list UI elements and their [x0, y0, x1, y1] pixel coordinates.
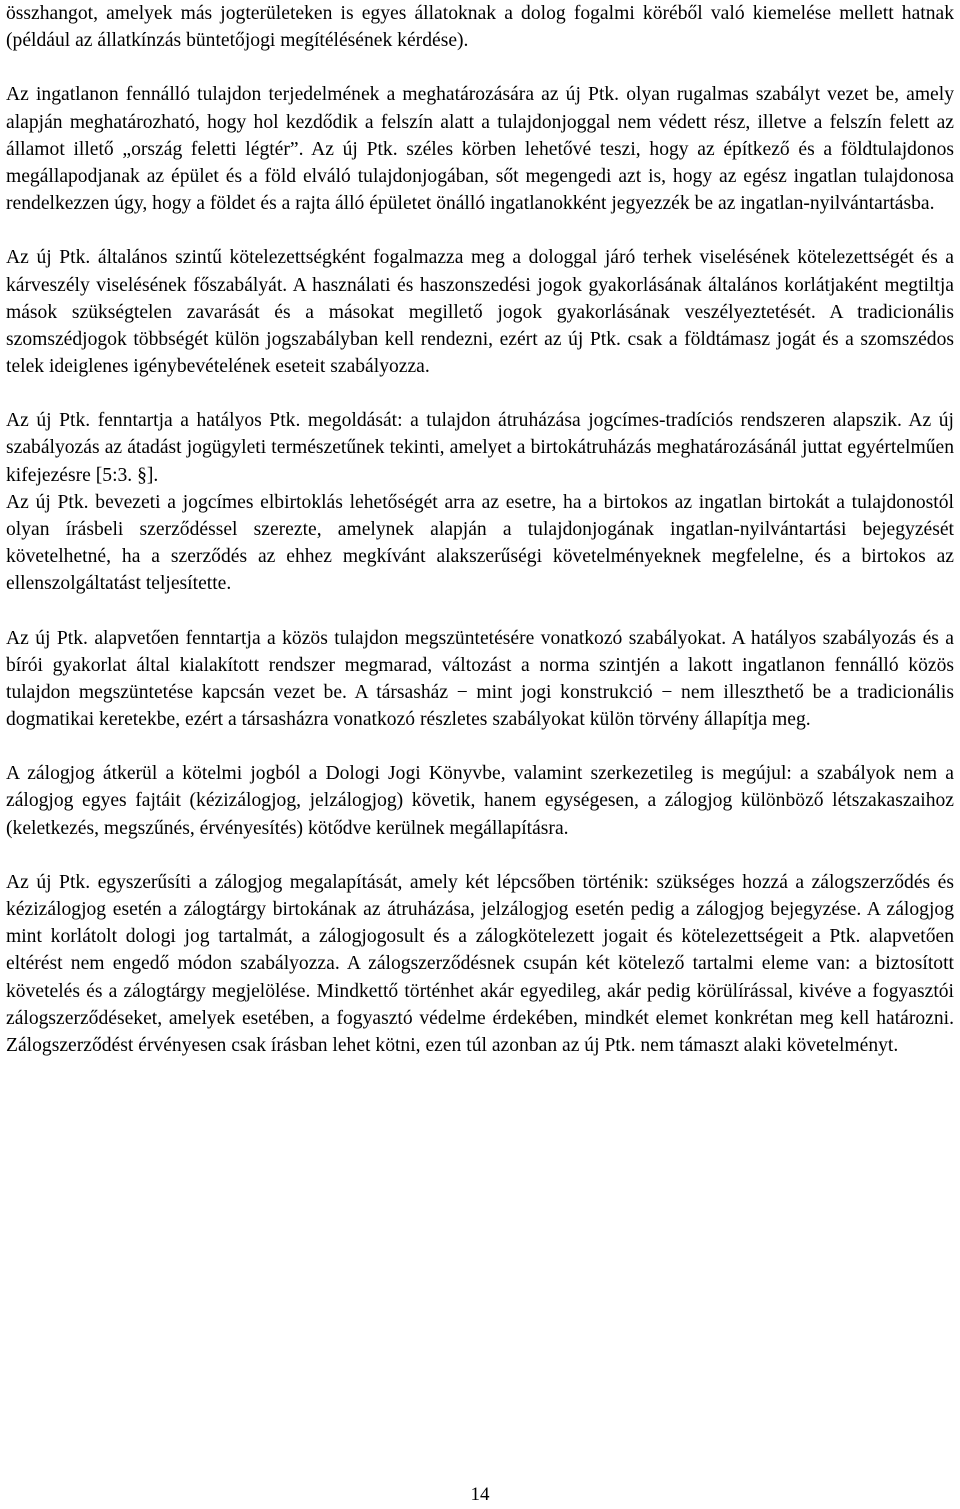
page-number: 14: [470, 1484, 490, 1505]
paragraph-4: Az új Ptk. fenntartja a hatályos Ptk. megoldását: a tulajdon átruházása jogcímes-tradíciós rendszeren alapszik. Az új szabályozás az átadást jogügyleti természetűnek tekinti, amelyet a birtokátruházás meghatározásánál juttat egyértelműen kifejezésre [5:3. §].: [6, 410, 954, 486]
paragraph-3: Az új Ptk. általános szintű kötelezettségként fogalmazza meg a dologgal járó terhek viselésének kötelezettségét és a kárveszély viselésének főszabályát. A használati és haszonszedési jogok gyakorlásának általános korlátjaként megtiltja mások szükségtelen zavarását és a másokat megillető jogok gyakorlásának veszélyeztetését. A tradicionális szomszédjogok többségét külön jogszabályban kell rendezni, ezért az új Ptk. csak a földtámasz jogát és a szomszédos telek ideiglenes igénybevételének eseteit szabályozza.: [6, 247, 954, 377]
paragraph-spacer: [6, 380, 954, 407]
paragraph-spacer: [6, 217, 954, 244]
paragraph-spacer: [6, 842, 954, 869]
paragraph-2: Az ingatlanon fennálló tulajdon terjedelmének a meghatározására az új Ptk. olyan rugalmas szabályt vezet be, amely alapján meghatározható, hogy hol kezdődik a felszín alatt a tulajdonjoggal nem védett rész, illetve a felszín felett az államot illető „ország feletti légtér”. Az új Ptk. széles körben lehetővé teszi, hogy az építkező és a földtulajdonos megállapodjanak az épület és a föld elváló tulajdonjogában, sőt megengedi azt is, hogy az egész ingatlan tulajdonosa rendelkezzen úgy, hogy a földet és a rajta álló épületet önálló ingatlanokként jegyezzék be az ingatlan-nyilvántartásba.: [6, 84, 954, 215]
document-page: [6, 0, 954, 1059]
paragraph-spacer: [6, 54, 954, 81]
paragraph-5: Az új Ptk. bevezeti a jogcímes elbirtoklás lehetőségét arra az esetre, ha a birtokos az ingatlan birtokát a tulajdonostól olyan írásbeli szerződéssel szerezte, amelynek alapján a tulajdonjogának ingatlan-nyilvántartási bejegyzését követelhetné, ha a szerződés az ehhez megkívánt alakszerűségi követelményeknek megfelelne, és a birtokos az ellenszolgáltatást teljesítette.: [6, 491, 954, 595]
paragraph-6: Az új Ptk. alapvetően fenntartja a közös tulajdon megszüntetésére vonatkozó szabályokat. A hatályos szabályozás és a bírói gyakorlat által kialakított rendszer megmarad, változást a norma szintjén a lakott ingatlanon fennálló közös tulajdon megszüntetése kapcsán vezet be. A társasház − mint jogi konstrukció − nem illeszthető be a tradicionális dogmatikai keretekbe, ezért a társasházra vonatkozó részletes szabályokat külön törvény állapítja meg.: [6, 627, 954, 730]
paragraph-7: A zálogjog átkerül a kötelmi jogból a Dologi Jogi Könyvbe, valamint szerkezetileg is megújul: a szabályok nem a zálogjog egyes fajtáit (kézizálogjog, jelzálogjog) követik, hanem egységesen, a zálogjog különböző létszakaszaihoz (keletkezés, megszűnés, érvényesítés) kötődve kerülnek megállapításra.: [6, 763, 954, 839]
paragraph-spacer: [6, 597, 954, 624]
paragraph-8: Az új Ptk. egyszerűsíti a zálogjog megalapítását, amely két lépcsőben történik: szükséges hozzá a zálogszerződés és kézizálogjog esetén a zálogtárgy birtokának az átruházása, jelzálogjog esetén pedig a zálogjog bejegyzése. A zálogjog mint korlátolt dologi jog tartalmát, a zálogjogosult és a zálogkötelezett jogait és kötelezettségeit a Ptk. alapvetően eltérést nem engedő módon szabályozza. A zálogszerződésnek csupán két kötelező tartalmi eleme van: a biztosított követelés és a zálogtárgy megjelölése. Mindkettő történhet akár egyedileg, akár pedig körülírással, kivéve a fogyasztói zálogszerződéseket, amelyek esetében, a fogyasztó védelme érdekében, mindkét elemet konkrétan meg kell határozni. Zálogszerződést érvényesen csak írásban lehet kötni, ezen túl azonban az új Ptk. nem támaszt alaki követelményt.: [6, 871, 954, 1056]
paragraph-spacer: [6, 733, 954, 760]
paragraph-1: összhangot, amelyek más jogterületeken is egyes állatoknak a dolog fogalmi köréből való kiemelése mellett hatnak (például az állatkínzás büntetőjogi megítélésének kérdése).: [6, 3, 954, 52]
